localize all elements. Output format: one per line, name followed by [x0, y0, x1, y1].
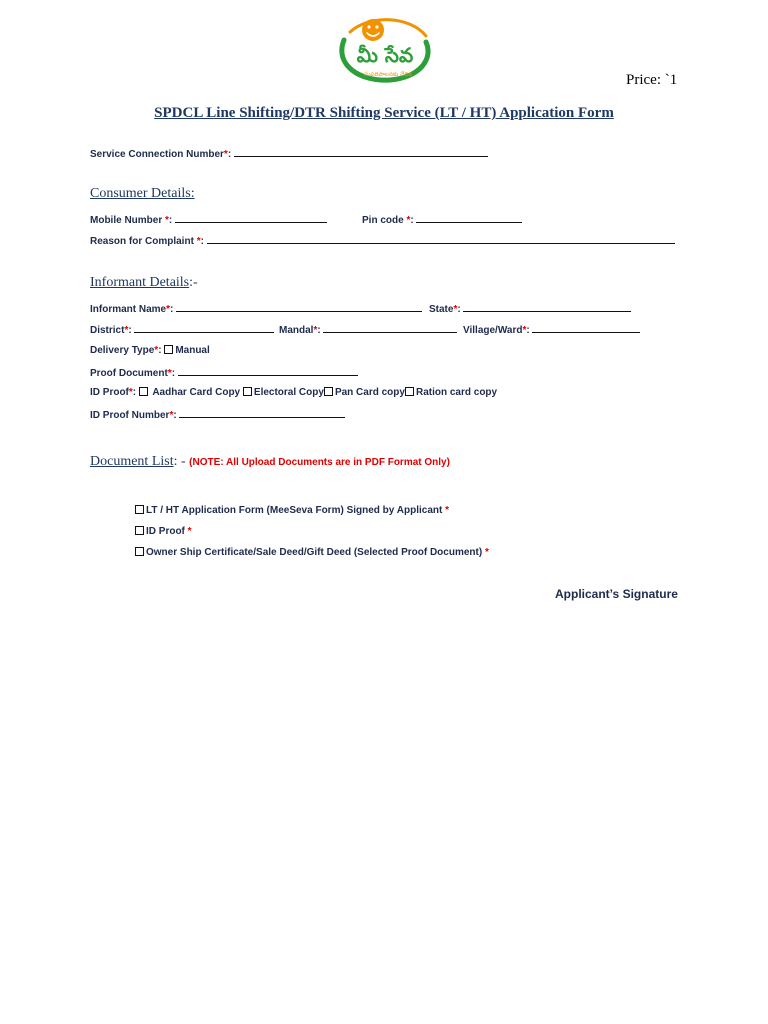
aadhar-label: Aadhar Card Copy [152, 387, 241, 398]
informant-details-heading: Informant Details:- [90, 275, 198, 290]
state-label: State [429, 304, 454, 315]
delivery-manual-checkbox[interactable] [164, 345, 173, 354]
document-item: LT / HT Application Form (MeeSeva Form) Signed by Applicant * [135, 505, 449, 516]
ration-checkbox[interactable] [405, 387, 414, 396]
state-row: State*: [429, 302, 631, 315]
meeseva-logo-icon [330, 10, 440, 90]
reason-label: Reason for Complaint [90, 236, 197, 247]
village-label: Village/Ward [463, 325, 523, 336]
logo-text: మీ సేవ [356, 43, 414, 67]
mandal-row: Mandal*: [279, 323, 457, 336]
required-mark: * [522, 325, 527, 336]
id-proof-row: ID Proof*: Aadhar Card Copy Electoral Copy Pan Card copy Ration card copy [90, 387, 498, 398]
proof-document-field[interactable] [178, 366, 358, 376]
form-title: SPDCL Line Shifting/DTR Shifting Service (LT / HT) Application Form [154, 105, 614, 121]
service-connection-field[interactable] [234, 147, 488, 157]
ration-label: Ration card copy [415, 387, 498, 398]
informant-name-label: Informant Name [90, 304, 167, 315]
informant-name-row: Informant Name*: [90, 302, 422, 315]
id-proof-label: ID Proof [90, 387, 129, 398]
applicant-signature-label: Applicant’s Signature [555, 587, 678, 601]
required-mark: * [166, 304, 171, 315]
delivery-type-label: Delivery Type [90, 345, 155, 356]
village-field[interactable] [532, 323, 640, 333]
district-label: District [90, 325, 125, 336]
reason-field[interactable] [207, 234, 675, 244]
aadhar-checkbox[interactable] [139, 387, 148, 396]
mandal-field[interactable] [323, 323, 457, 333]
pan-label: Pan Card copy [334, 387, 405, 398]
delivery-type-row: Delivery Type*: Manual [90, 345, 210, 356]
proof-document-label: Proof Document [90, 368, 168, 379]
required-mark: * [223, 149, 228, 160]
required-mark: * [128, 387, 133, 398]
mobile-row: Mobile Number *: [90, 213, 327, 226]
pdf-note: (NOTE: All Upload Documents are in PDF Format Only) [189, 457, 450, 468]
pin-row: Pin code *: [362, 213, 522, 226]
document-list-heading: Document List: - (NOTE: All Upload Documents are in PDF Format Only) [90, 454, 450, 469]
id-proof-number-label: ID Proof Number [90, 410, 170, 421]
required-mark: * [167, 368, 172, 379]
pin-label: Pin code [362, 215, 407, 226]
village-row: Village/Ward*: [463, 323, 640, 336]
delivery-manual-label: Manual [175, 345, 210, 356]
mandal-label: Mandal [279, 325, 314, 336]
mobile-label: Mobile Number [90, 215, 166, 226]
required-mark: * [154, 345, 159, 356]
logo-tagline: సుపరిపాలనకు వేదిక [364, 71, 412, 78]
required-mark: * [406, 215, 411, 226]
price-label: Price: `1 [626, 72, 678, 88]
district-field[interactable] [134, 323, 274, 333]
document-item: ID Proof * [135, 526, 192, 537]
pan-checkbox[interactable] [324, 387, 333, 396]
document-checkbox-id-proof[interactable] [135, 526, 144, 535]
pin-field[interactable] [416, 213, 522, 223]
required-mark: * [124, 325, 129, 336]
electoral-checkbox[interactable] [243, 387, 252, 396]
required-mark: * [169, 410, 174, 421]
reason-row: Reason for Complaint *: [90, 234, 675, 247]
service-connection-label: Service Connection Number [90, 149, 224, 160]
informant-name-field[interactable] [176, 302, 422, 312]
id-proof-number-field[interactable] [179, 408, 345, 418]
document-item: Owner Ship Certificate/Sale Deed/Gift Deed (Selected Proof Document) * [135, 547, 489, 558]
electoral-label: Electoral Copy [253, 387, 324, 398]
proof-document-row: Proof Document*: [90, 366, 358, 379]
district-row: District*: [90, 323, 274, 336]
service-connection-row: Service Connection Number*: [90, 147, 488, 160]
id-proof-number-row: ID Proof Number*: [90, 408, 345, 421]
state-field[interactable] [463, 302, 631, 312]
required-mark: * [165, 215, 169, 226]
meeseva-logo [330, 10, 440, 90]
document-checkbox-ownership[interactable] [135, 547, 144, 556]
mobile-field[interactable] [175, 213, 327, 223]
document-checkbox-application-form[interactable] [135, 505, 144, 514]
required-mark: * [453, 304, 458, 315]
consumer-details-heading: Consumer Details: [90, 186, 195, 201]
required-mark: * [313, 325, 318, 336]
required-mark: * [196, 236, 201, 247]
